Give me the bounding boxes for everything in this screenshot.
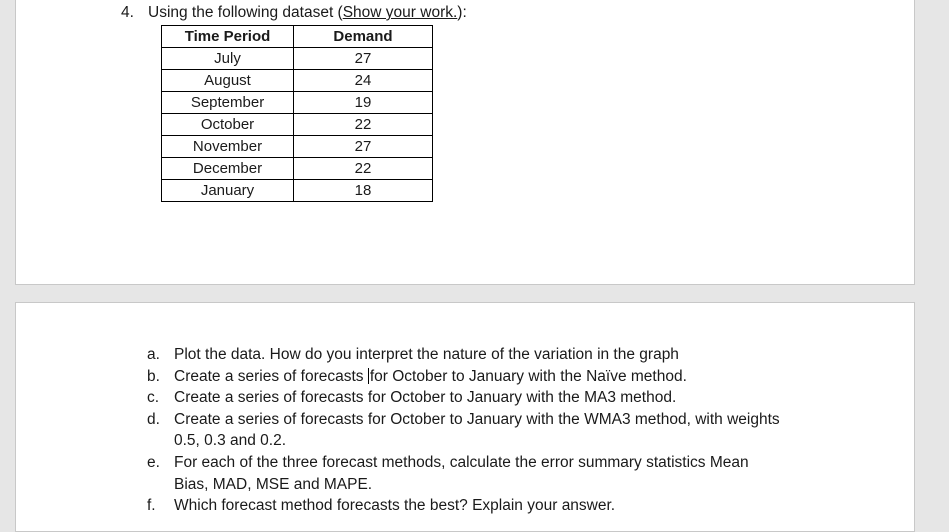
document-page-2[interactable] bbox=[15, 302, 915, 532]
question-heading bbox=[121, 4, 467, 22]
demand-cell: 27 bbox=[294, 136, 433, 158]
list-marker: b. bbox=[147, 367, 160, 385]
table-row bbox=[162, 48, 433, 70]
task-text[interactable] bbox=[174, 366, 787, 388]
question-number: 4. bbox=[121, 4, 134, 21]
table-header-row bbox=[162, 26, 433, 48]
list-item bbox=[147, 387, 787, 409]
table-row bbox=[162, 136, 433, 158]
task-text: For each of the three forecast methods, calculate the error summary statistics Mean Bias, MAD, MSE and MAPE. bbox=[174, 453, 749, 493]
demand-table bbox=[161, 25, 433, 202]
list-marker: f. bbox=[147, 497, 156, 515]
demand-cell: 22 bbox=[294, 158, 433, 180]
table-row bbox=[162, 92, 433, 114]
question-suffix: ): bbox=[457, 4, 467, 21]
header-time-period: Time Period bbox=[162, 26, 294, 48]
time-period-cell: November bbox=[162, 136, 294, 158]
question-prefix: Using the following dataset ( bbox=[148, 4, 343, 21]
demand-cell: 24 bbox=[294, 70, 433, 92]
list-item bbox=[147, 344, 787, 366]
task-text: Create a series of forecasts for October to January with the MA3 method. bbox=[174, 389, 677, 407]
time-period-cell: October bbox=[162, 114, 294, 136]
demand-cell: 27 bbox=[294, 48, 433, 70]
list-marker: d. bbox=[147, 410, 160, 428]
time-period-cell: September bbox=[162, 92, 294, 114]
demand-cell: 19 bbox=[294, 92, 433, 114]
table-row bbox=[162, 180, 433, 202]
table-row bbox=[162, 70, 433, 92]
list-marker: e. bbox=[147, 453, 160, 471]
list-item bbox=[147, 452, 787, 495]
task-list bbox=[147, 344, 787, 517]
time-period-cell: July bbox=[162, 48, 294, 70]
task-text: Create a series of forecasts for October to January with the WMA3 method, with weights 0.5, 0.3 and 0.2. bbox=[174, 410, 780, 450]
list-item bbox=[147, 409, 787, 452]
table-row bbox=[162, 158, 433, 180]
task-text: Which forecast method forecasts the best? Explain your answer. bbox=[174, 497, 616, 515]
task-text-before-cursor: Create a series of forecasts bbox=[174, 367, 368, 385]
list-item bbox=[147, 495, 787, 517]
demand-cell: 18 bbox=[294, 180, 433, 202]
task-text: Plot the data. How do you interpret the nature of the variation in the graph bbox=[174, 346, 679, 363]
show-your-work-text: Show your work. bbox=[342, 4, 458, 21]
text-cursor bbox=[368, 368, 369, 384]
task-text-after-cursor: for October to January with the Naïve method. bbox=[369, 367, 687, 385]
table-row bbox=[162, 114, 433, 136]
header-demand: Demand bbox=[294, 26, 433, 48]
time-period-cell: August bbox=[162, 70, 294, 92]
list-marker: a. bbox=[147, 346, 160, 363]
list-marker: c. bbox=[147, 389, 160, 407]
demand-cell: 22 bbox=[294, 114, 433, 136]
time-period-cell: December bbox=[162, 158, 294, 180]
time-period-cell: January bbox=[162, 180, 294, 202]
document-page-1 bbox=[15, 0, 915, 285]
list-item bbox=[147, 366, 787, 388]
